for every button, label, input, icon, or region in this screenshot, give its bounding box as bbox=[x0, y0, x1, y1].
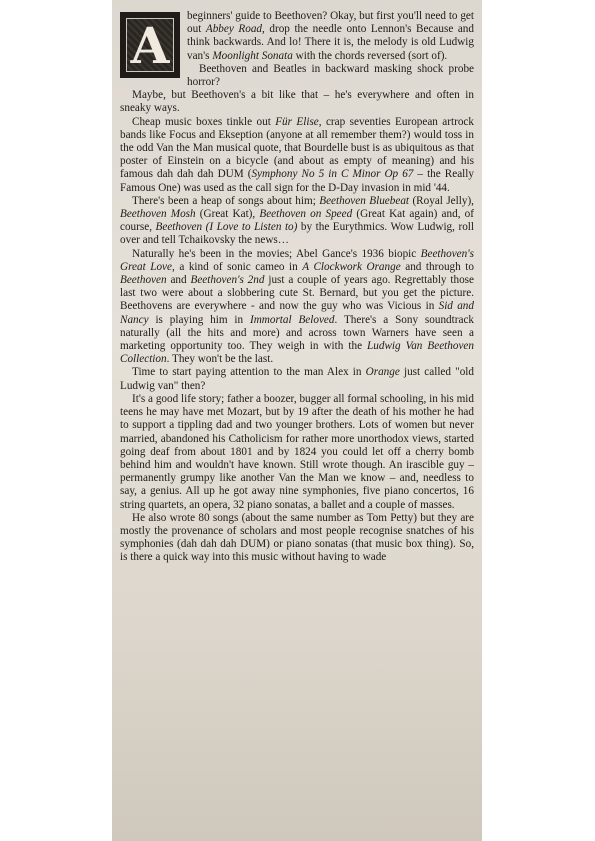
paragraph: Cheap music boxes tinkle out Für Elise, crap seventies European artrock bands like Focus and Ekseption (anyone at all remember them?) would toss in the odd Van the Man musical quote, that Bourdelle bust is as ubiquitous as that poster of Einstein on a bicycle (and about as empty of meaning) and his famous dah dah dah DUM (Symphony No 5 in C Minor Op 67 – the Really Famous One) was used as the call sign for the D-Day invasion in mid '44. bbox=[120, 115, 474, 194]
paragraph: Maybe, but Beethoven's a bit like that – he's everywhere and often in sneaky ways. bbox=[120, 89, 474, 115]
article-column bbox=[120, 10, 474, 565]
paragraph: Naturally he's been in the movies; Abel Gance's 1936 biopic Beethoven's Great Love, a kind of sonic cameo in A Clockwork Orange and through to Beethoven and Beethoven's 2nd just a couple of years ago. Regrettably those last two were about a slobbering cute St. Bernard, but you get the picture. Beethovens are everywhere - and now the guy who was Vicious in Sid and Nancy is playing him in Immortal Beloved. There's a Sony soundtrack naturally (all the hits and more) and across town Warners have seen a marketing opportunity too. They weigh in with the Ludwig Van Beethoven Collection. They won't be the last. bbox=[120, 247, 475, 366]
paragraph: There's been a heap of songs about him; Beethoven Bluebeat (Royal Jelly), Beethoven Mosh (Great Kat), Beethoven on Speed (Great Kat again) and, of course, Beethoven (I Love to Listen to) by the Eurythmics. Wow Ludwig, roll over and tell Tchaikovsky the news… bbox=[120, 194, 475, 247]
dropcap-initial: A bbox=[120, 12, 180, 78]
paragraph: Time to start paying attention to the man Alex in Orange just called "old Ludwig van" then? bbox=[120, 366, 474, 392]
paragraph: A beginners' guide to Beethoven? Okay, but first you'll need to get out Abbey Road, drop the needle onto Lennon's Because and think backwards. And lo! There it is, the melody is old Ludwig van's Moonlight Sonata with the chords reversed (sort of). bbox=[120, 10, 474, 63]
newspaper-clipping bbox=[112, 0, 482, 841]
paragraph: Beethoven and Beatles in backward masking shock probe horror? bbox=[187, 62, 474, 89]
paragraph: It's a good life story; father a boozer, bugger all formal schooling, in his mid teens he may have met Mozart, but by 19 after the death of his mother he had to support a tippling dad and two younger brothers. Lots of women but never married, abandoned his Catholicism for rather more unorthodox views, started going deaf from about 1801 and by 1824 you could let off a cherry bomb behind him and wouldn't have known. Still wrote though. An irascible guy – permanently grumpy like another Van the Man we know – and, needless to say, a genius. All up he got away nine symphonies, five piano concertos, 16 string quartets, an opera, 32 piano sonatas, a ballet and a couple of masses. bbox=[120, 392, 474, 511]
paragraph: He also wrote 80 songs (about the same number as Tom Petty) but they are mostly the provenance of scholars and most people recognise snatches of his symphonies (dah dah dah DUM) or piano sonatas (that music box thing). So, is there a quick way into this music without having to wade bbox=[120, 511, 474, 564]
